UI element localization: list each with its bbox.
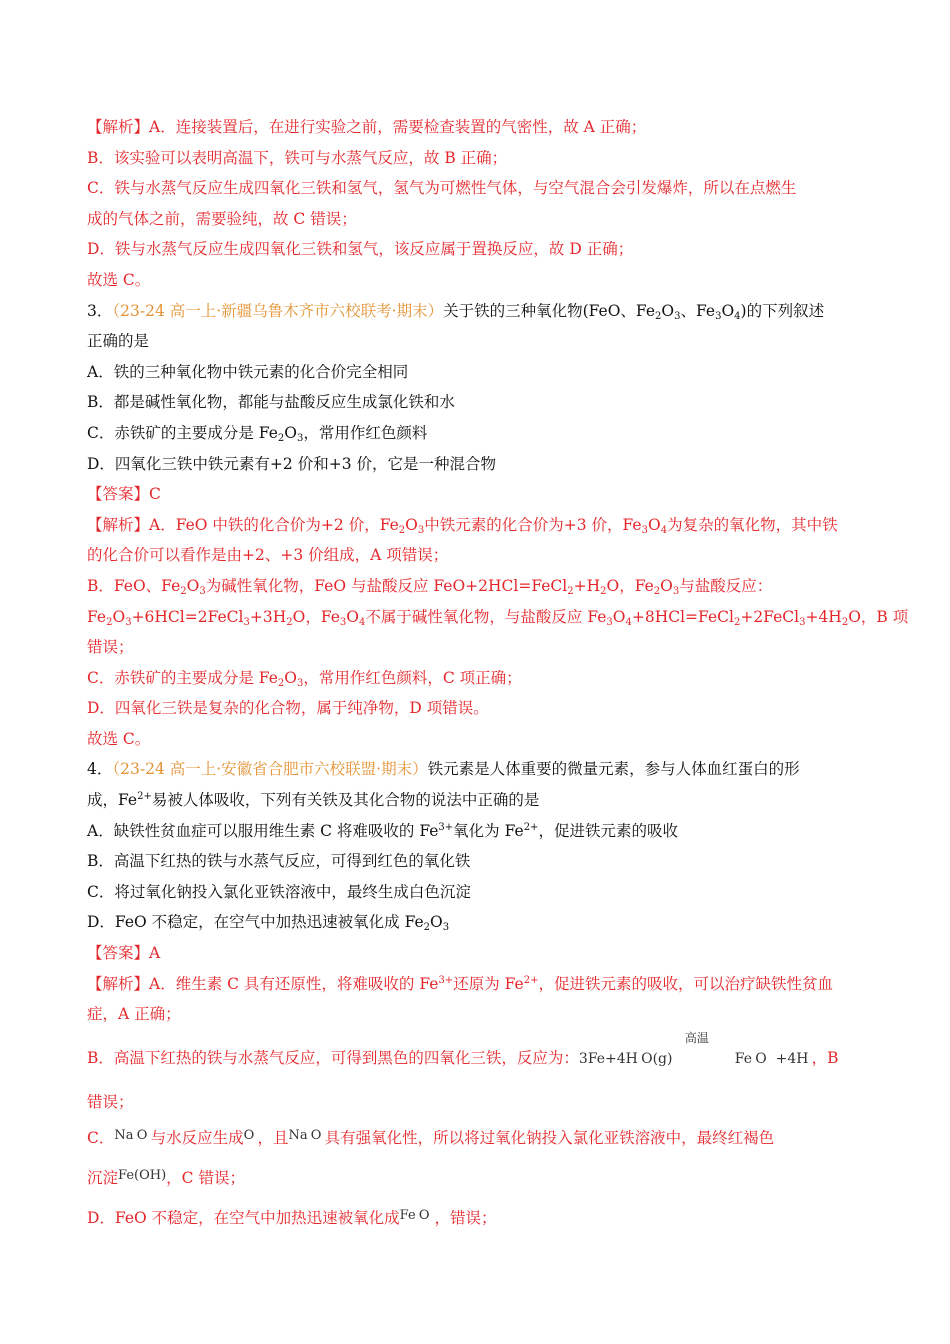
q4-stem: 4．（23-24 高一上·安徽省合肥市六校联盟·期末）铁元素是人体重要的微量元素，参与人体血红蛋白的形 (87, 760, 800, 779)
q3-option-a: A．铁的三种氧化物中铁元素的化合价完全相同 (87, 362, 409, 381)
q4-analysis-a-2: 症，A 正确； (87, 1005, 181, 1024)
q2-analysis-line-5: D．铁与水蒸气反应生成四氧化三铁和氢气，该反应属于置换反应，故 D 正确； (87, 240, 634, 259)
reaction-equation: 高温 3Fe+4H O(g) Fe O +4H (579, 1040, 812, 1077)
q2-analysis-line-4: 成的气体之前，需要验纯，故 C 错误； (87, 209, 357, 228)
q4-option-d: D．FeO 不稳定，在空气中加热迅速被氧化成 $Fe_2O_3$ (87, 913, 450, 934)
q4-analysis-c-2: 沉淀$^{Fe(OH)}$，C 错误； (87, 1168, 245, 1188)
q4-source: （23-24 高一上·安徽省合肥市六校联盟·期末） (112, 760, 428, 779)
q2-conclusion: 故选 C。 (87, 270, 151, 289)
q2-analysis-line-1: 【解析】A．连接装置后，在进行实验之前，需要检查装置的气密性，故 A 正确； (87, 118, 647, 136)
q3-analysis-c: C．赤铁矿的主要成分是 $Fe_2O_3$，常用作红色颜料，C 项正确； (87, 668, 522, 689)
q3-option-d: D．四氧化三铁中铁元素有+2 价和+3 价，它是一种混合物 (87, 454, 496, 473)
q4-analysis-c-1: C．$^{Na O}$ 与水反应生成$^O$ ，且$^{Na O}$ 具有强氧化性，所以将过氧化钠投入氯化亚铁溶液中，最终红褐色 (87, 1128, 775, 1148)
q4-option-b: B．高温下红热的铁与水蒸气反应，可得到红色的氧化铁 (87, 852, 471, 871)
q3-analysis-a-1: 【解析】A．FeO 中铁的化合价为+2 价，$Fe_2O_3$中铁元素的化合价为+3 价，$Fe_3O_4$为复杂的氧化物，其中铁 (87, 515, 838, 536)
q4-option-c: C．将过氧化钠投入氯化亚铁溶液中，最终生成白色沉淀 (87, 882, 471, 901)
q3-analysis-d: D．四氧化三铁是复杂的化合物，属于纯净物，D 项错误。 (87, 699, 489, 718)
q3-analysis-b-2: $Fe_2O_3+6HCl=2FeCl_3+3H_2O$，$Fe_3O_4$不属于碱性氧化物，与盐酸反应 $Fe_3O_4+8HCl=FeCl_2+2FeCl_3+4H_2O$，B 项 (87, 607, 909, 628)
document-page (87, 112, 909, 1237)
q3-option-c: C．赤铁矿的主要成分是 $Fe_2O_3$，常用作红色颜料 (87, 423, 428, 444)
q4-analysis-b-2: 错误； (87, 1092, 134, 1111)
q4-analysis-d: D．FeO 不稳定，在空气中加热迅速被氧化成$^{Fe O}$ ，错误； (87, 1208, 497, 1228)
q4-answer: 【答案】A (87, 944, 161, 963)
reaction-condition: 高温 (684, 1030, 709, 1045)
q2-analysis-line-2: B．该实验可以表明高温下，铁可与水蒸气反应，故 B 正确； (87, 148, 508, 167)
q3-analysis-b-1: B．FeO、$Fe_2O_3$为碱性氧化物，FeO 与盐酸反应 $FeO+2HCl=FeCl_2+H_2O$，$Fe_2O_3$与盐酸反应： (87, 576, 773, 597)
q3-answer: 【答案】C (87, 485, 161, 504)
q4-analysis-a-1: 【解析】A．维生素 C 具有还原性，将难吸收的 $Fe^{3+}$还原为 $Fe^{2+}$，促进铁元素的吸收，可以治疗缺铁性贫血 (87, 974, 833, 993)
q3-conclusion: 故选 C。 (87, 729, 151, 748)
q3-source: （23-24 高一上·新疆乌鲁木齐市六校联考·期末） (112, 301, 444, 320)
q3-option-b: B．都是碱性氧化物，都能与盐酸反应生成氯化铁和水 (87, 393, 455, 412)
q3-stem-line-2: 正确的是 (87, 332, 150, 351)
q4-stem-line-2: 成，$Fe^{2+}$易被人体吸收，下列有关铁及其化合物的说法中正确的是 (87, 791, 540, 810)
q4-option-a: A．缺铁性贫血症可以服用维生素 C 将难吸收的 $Fe^{3+}$氧化为 $Fe^{2+}$，促进铁元素的吸收 (87, 821, 678, 840)
q3-stem: 3．（23-24 高一上·新疆乌鲁木齐市六校联考·期末）关于铁的三种氧化物(FeO、$Fe_2O_3$、$Fe_3O_4$)的下列叙述 (87, 301, 825, 322)
q2-analysis-line-3: C．铁与水蒸气反应生成四氧化三铁和氢气，氢气为可燃性气体，与空气混合会引发爆炸，所以在点燃生 (87, 179, 797, 198)
q3-analysis-a-2: 的化合价可以看作是由+2、+3 价组成，A 项错误； (87, 546, 449, 565)
q3-analysis-b-3: 错误； (87, 638, 134, 657)
q4-analysis-b-1: B．高温下红热的铁与水蒸气反应，可得到黑色的四氧化三铁，反应为： 高温 3Fe+4H O(g) Fe O +4H ，B (87, 1040, 867, 1077)
